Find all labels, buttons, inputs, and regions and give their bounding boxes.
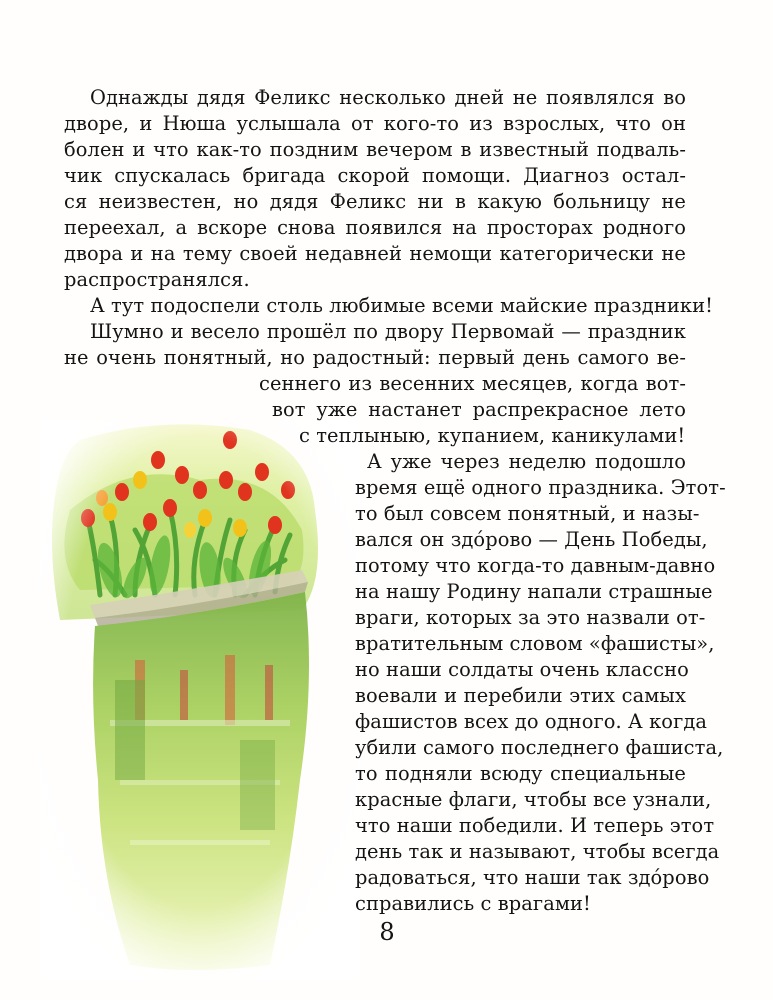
text-line: вот уже настанет распрекрасное лето bbox=[272, 398, 686, 421]
page-number: 8 bbox=[379, 918, 395, 946]
tulips-pond-illustration bbox=[40, 420, 360, 980]
text-line: двора и на тему своей недавней немощи категорически не bbox=[64, 242, 686, 265]
text-line: ся неизвестен, но дядя Феликс ни в какую больницу не bbox=[64, 190, 686, 213]
text-line: переехал, а вскоре снова появился на просторах родного bbox=[64, 216, 686, 239]
text-line: фашистов всех до одного. А когда bbox=[355, 710, 708, 733]
text-line: А уже через неделю подошло bbox=[367, 450, 686, 473]
text-line: Однажды дядя Феликс несколько дней не появлялся во bbox=[90, 86, 686, 109]
text-line: вался он здóрово — День Победы, bbox=[355, 528, 708, 551]
text-line: то подняли всюду специальные bbox=[355, 762, 686, 785]
text-line: день так и называют, чтобы всегда bbox=[355, 840, 720, 863]
text-line: красные флаги, чтобы все узнали, bbox=[355, 788, 712, 811]
text-line: убили самого последнего фашиста, bbox=[355, 736, 724, 759]
text-line: болен и что как-то поздним вечером в известный подваль- bbox=[64, 138, 686, 161]
text-line: радоваться, что наши так здóрово bbox=[355, 866, 710, 889]
text-line: время ещё одного праздника. Этот- bbox=[355, 476, 726, 499]
text-line: чик спускалась бригада скорой помощи. Диагноз остал- bbox=[64, 164, 686, 187]
text-line: враги, которых за это назвали от- bbox=[355, 606, 706, 629]
text-line: воевали и перебили этих самых bbox=[355, 684, 686, 707]
text-line: Шумно и весело прошёл по двору Первомай — праздник bbox=[90, 320, 686, 343]
text-line: дворе, и Нюша услышала от кого-то из взрослых, что он bbox=[64, 112, 686, 135]
text-line: справились с врагами! bbox=[355, 892, 591, 915]
text-line: вратительным словом «фашисты», bbox=[355, 632, 715, 655]
text-line: с теплыныю, купанием, каникулами! bbox=[299, 424, 686, 447]
text-line: распространялся. bbox=[64, 268, 250, 291]
text-line: то был совсем понятный, и назы- bbox=[355, 502, 700, 525]
text-line: сеннего из весенних месяцев, когда вот- bbox=[259, 372, 686, 395]
text-line: не очень понятный, но радостный: первый день самого ве- bbox=[64, 346, 686, 369]
text-line: на нашу Родину напали страшные bbox=[355, 580, 713, 603]
text-line: что наши победили. И теперь этот bbox=[355, 814, 715, 837]
text-line: но наши солдаты очень классно bbox=[355, 658, 689, 681]
text-line: А тут подоспели столь любимые всеми майские праздники! bbox=[90, 294, 714, 317]
text-line: потому что когда-то давным-давно bbox=[355, 554, 716, 577]
